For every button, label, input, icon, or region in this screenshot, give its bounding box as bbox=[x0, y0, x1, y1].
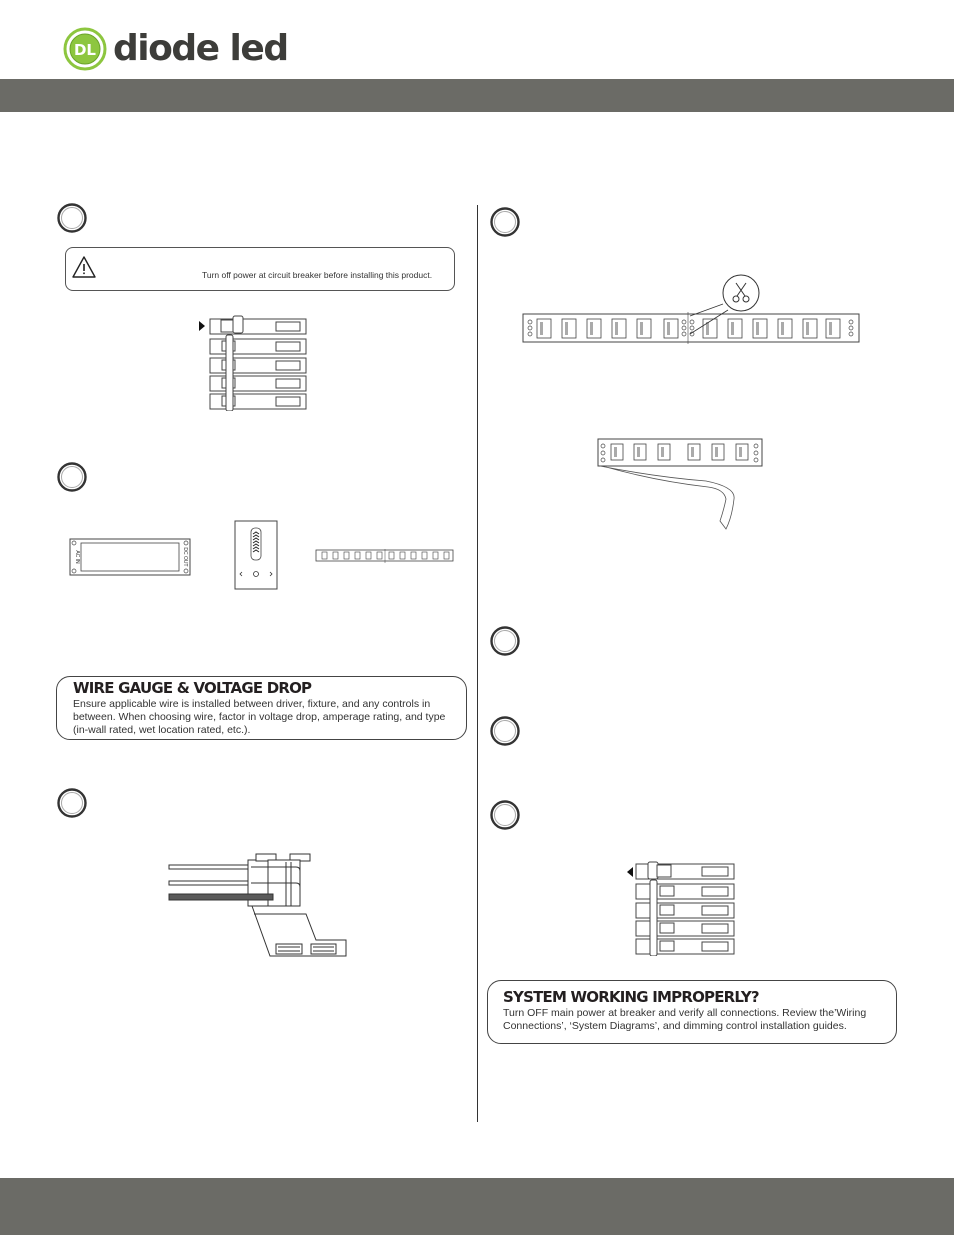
strip-connector-diagram bbox=[166, 852, 356, 962]
step-2-circle-icon bbox=[57, 462, 87, 492]
step-3-circle-icon bbox=[57, 788, 87, 818]
header-band bbox=[0, 79, 954, 112]
logo-mark-icon bbox=[62, 26, 108, 72]
logo-wordmark: diode led bbox=[113, 28, 288, 69]
system-working-title: SYSTEM WORKING IMPROPERLY? bbox=[503, 988, 759, 1006]
led-strip-cut-diagram bbox=[520, 272, 865, 346]
wall-dimmer-diagram bbox=[234, 520, 280, 592]
step-1-circle-icon bbox=[57, 203, 87, 233]
step-6-circle-icon bbox=[490, 716, 520, 746]
system-working-body: Turn OFF main power at breaker and verify all connections. Review the’Wiring Connections’, ‘System Diagrams’, and dimming control installation guides. bbox=[503, 1007, 867, 1032]
system-working-callout bbox=[487, 980, 897, 1044]
led-driver-diagram bbox=[67, 536, 193, 578]
wire-gauge-callout bbox=[56, 676, 467, 740]
wire-gauge-title: WIRE GAUGE & VOLTAGE DROP bbox=[73, 679, 312, 697]
breaker-panel-on-diagram bbox=[624, 860, 738, 956]
step-4-circle-icon bbox=[490, 207, 520, 237]
step-7-circle-icon bbox=[490, 800, 520, 830]
column-divider bbox=[477, 205, 478, 1122]
wire-gauge-body: Ensure applicable wire is installed between driver, fixture, and any controls in between. When choosing wire, factor in voltage drop, amperage rating, and type (in-wall rated, wet location rated, etc.). bbox=[73, 698, 446, 736]
warning-box bbox=[65, 247, 455, 291]
arrow-left-icon bbox=[627, 867, 633, 877]
led-strip-adhesive-diagram bbox=[596, 437, 768, 533]
warning-triangle-icon bbox=[71, 255, 97, 279]
svg-text:DL: DL bbox=[73, 41, 97, 59]
step-5-circle-icon bbox=[490, 626, 520, 656]
breaker-panel-off-diagram bbox=[196, 315, 310, 411]
led-strip-small-diagram bbox=[315, 549, 455, 563]
footer-band bbox=[0, 1178, 954, 1235]
arrow-right-icon bbox=[199, 321, 205, 331]
dc-out-label: DC OUT bbox=[182, 547, 188, 567]
warning-text: Turn off power at circuit breaker before installing this product. bbox=[202, 270, 433, 280]
ac-in-label: AC IN bbox=[74, 550, 80, 564]
